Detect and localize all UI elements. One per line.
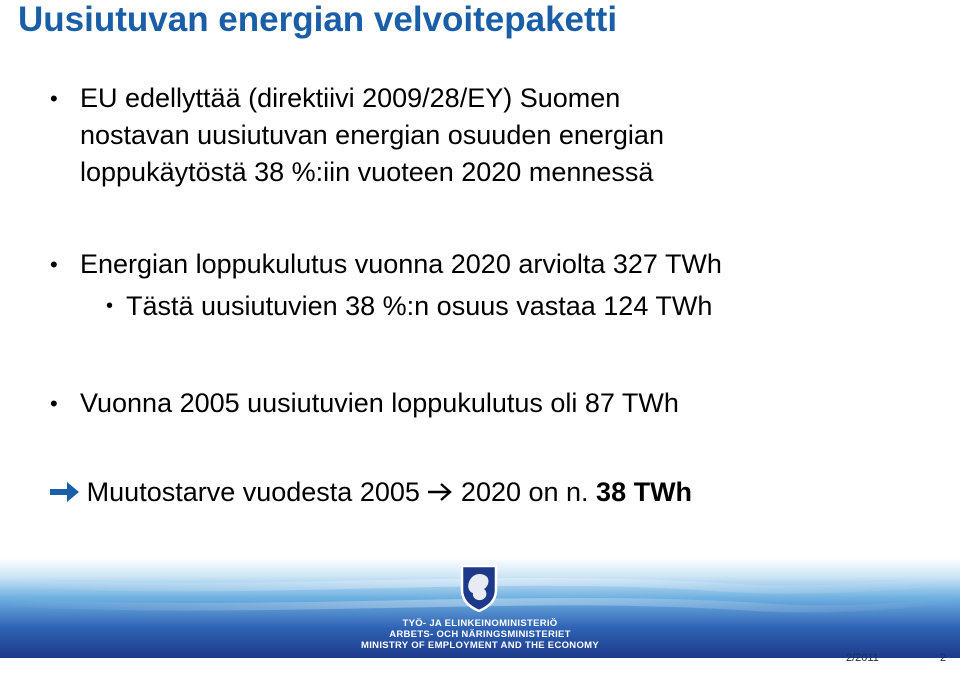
bullet-final-consumption — [50, 246, 722, 283]
bullet-dot-icon: • — [106, 295, 114, 317]
bullet-line: loppukäytöstä 38 %:iin vuoteen 2020 mennessä — [80, 157, 654, 187]
lion-crest-icon — [454, 562, 504, 612]
arrow-right-icon — [50, 480, 87, 507]
conclusion-line — [50, 474, 692, 512]
ministry-name-sv: ARBETS- OCH NÄRINGSMINISTERIET — [389, 629, 571, 640]
ministry-name-en: MINISTRY OF EMPLOYMENT AND THE ECONOMY — [361, 640, 599, 651]
bullet-dot-icon: • — [50, 252, 58, 277]
bullet-dot-icon: • — [50, 86, 58, 111]
slide-date: 2/2011 — [846, 652, 879, 664]
bullet-eu-directive — [50, 80, 664, 191]
bullet-text: Vuonna 2005 uusiutuvien loppukulutus oli 87 TWh — [80, 388, 679, 418]
conclusion-value: 38 TWh — [596, 477, 693, 507]
bullet-text: Energian loppukulutus vuonna 2020 arviolta 327 TWh — [80, 249, 722, 279]
conclusion-text-mid: 2020 on n. — [460, 477, 597, 507]
conclusion-text-start: Muutostarve vuodesta 2005 — [86, 477, 420, 507]
bullet-dot-icon: • — [50, 391, 58, 416]
bullet-line: nostavan uusiutuvan energian osuuden energian — [80, 120, 664, 150]
sub-bullet-renewable-share — [106, 288, 713, 325]
slide-title: Uusiutuvan energian velvoitepaketti — [18, 0, 618, 39]
bullet-text: Tästä uusiutuvien 38 %:n osuus vastaa 124 TWh — [126, 291, 713, 321]
bullet-line: EU edellyttää (direktiivi 2009/28/EY) Suomen — [80, 83, 621, 113]
slide-page-number: 2 — [940, 652, 947, 664]
ministry-name-fi: TYÖ- JA ELINKEINOMINISTERIÖ — [402, 618, 558, 629]
arrow-right-icon — [427, 477, 461, 507]
bullet-2005-consumption — [50, 385, 679, 422]
